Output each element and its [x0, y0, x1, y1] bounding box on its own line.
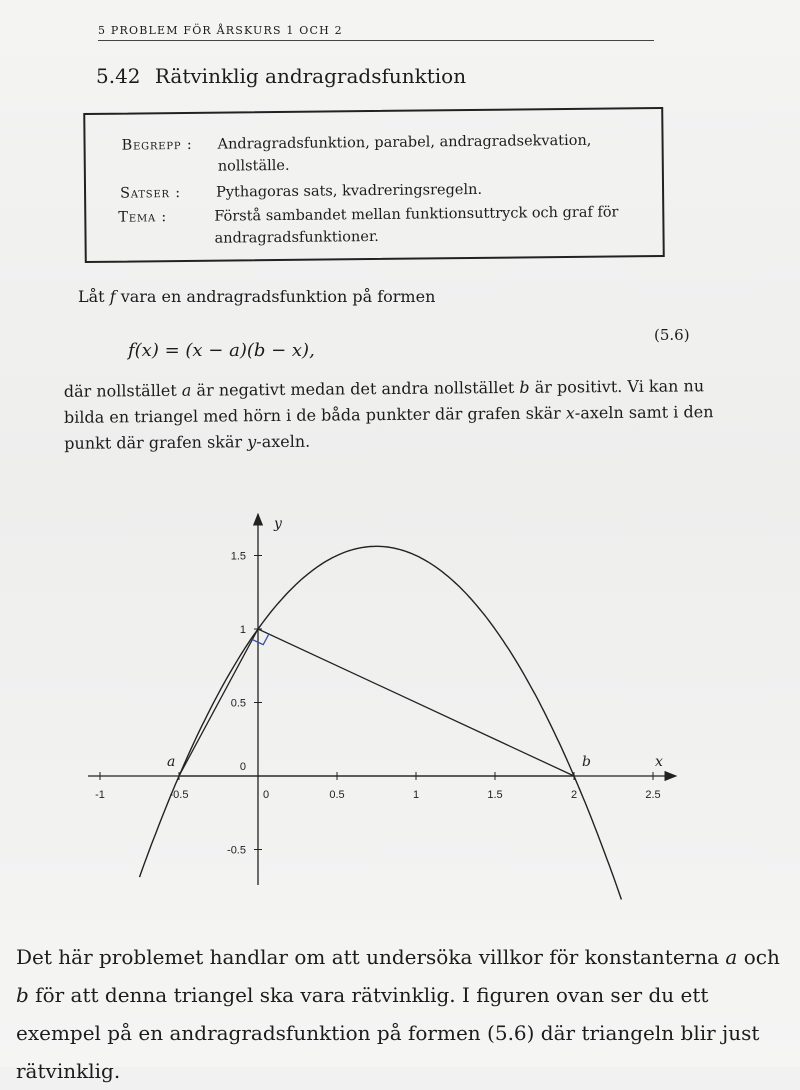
closing-var: a	[725, 945, 738, 969]
origin-label: 0	[239, 761, 246, 773]
closing-text: och	[737, 945, 780, 969]
body-text: -axeln.	[256, 431, 311, 452]
closing-text: Det här problemet handlar om att undersöka villkor för konstanterna	[16, 945, 726, 969]
closing-text: för att denna triangel ska vara rätvinklig. I figuren ovan ser du ett exempel på en andragradsfunktion på formen (5.6) där triangeln blir just rätvinklig.	[16, 983, 760, 1083]
body-text: -axeln samt i den punkt där grafen skär	[64, 402, 714, 453]
equation-number: (5.6)	[654, 326, 690, 344]
y-tick-label: 0.5	[230, 697, 246, 710]
body-text: där nollstället	[63, 380, 182, 401]
x-tick-label: -1	[95, 789, 105, 801]
y-tick-label: 1.5	[230, 550, 246, 563]
concept-label: Begrepp :	[121, 136, 193, 154]
section-number: 5.42	[96, 64, 141, 88]
y-axis-label: y	[274, 516, 282, 532]
concept-row-tema	[118, 201, 658, 251]
y-tick-label: -0.5	[227, 844, 246, 857]
y-tick-label: 1	[239, 624, 246, 636]
concept-text: Pythagoras sats, kvadreringsregeln.	[215, 181, 483, 201]
concept-text: Andragradsfunktion, parabel, andragradsekvation, nollställe.	[217, 132, 592, 175]
point-label-b: b	[582, 754, 591, 770]
intro-text: Låt	[78, 287, 110, 306]
body-text: är negativt medan det andra nollstället	[191, 377, 520, 400]
body-text: är positivt. Vi kan nu bilda en triangel med hörn i de båda punkter där grafen skär	[63, 376, 705, 427]
x-tick-label: 0	[262, 789, 270, 801]
intro-var: f	[109, 287, 116, 306]
concept-label: Satser :	[119, 185, 182, 202]
point-label-a: a	[167, 754, 176, 770]
concept-label: Tema :	[118, 209, 168, 226]
intro-text: vara en andragradsfunktion på formen	[115, 287, 436, 306]
x-tick-label: 1.5	[487, 789, 503, 801]
x-tick-label: 2.5	[645, 789, 661, 801]
concept-row-begrepp	[121, 129, 661, 179]
concept-box	[83, 107, 665, 263]
x-axis-label: x	[655, 754, 663, 770]
concept-row-satser	[120, 177, 660, 205]
x-tick-label: 1	[412, 789, 420, 801]
section-title-text: Rätvinklig andragradsfunktion	[154, 64, 467, 88]
body-var: x	[565, 403, 575, 423]
running-head: 5 PROBLEM FÖR ÅRSKURS 1 OCH 2	[98, 24, 654, 41]
concept-text: Förstå sambandet mellan funktionsuttryck och graf för andragradsfunktioner.	[214, 204, 619, 247]
closing-var: b	[16, 983, 29, 1007]
body-var: b	[519, 377, 530, 397]
intro-paragraph	[78, 287, 435, 306]
parabola-curve	[140, 546, 622, 899]
parabola-figure	[0, 500, 800, 900]
section-title	[96, 64, 466, 88]
x-tick-label: 2	[570, 789, 578, 801]
formula: f(x) = (x − a)(b − x),	[128, 340, 315, 361]
x-tick-label: 0.5	[329, 789, 345, 801]
closing-paragraph	[16, 938, 786, 1090]
body-paragraph	[64, 373, 715, 457]
x-tick-label: -0.5	[169, 789, 189, 801]
body-var: a	[181, 380, 192, 400]
body-var: y	[247, 432, 257, 452]
